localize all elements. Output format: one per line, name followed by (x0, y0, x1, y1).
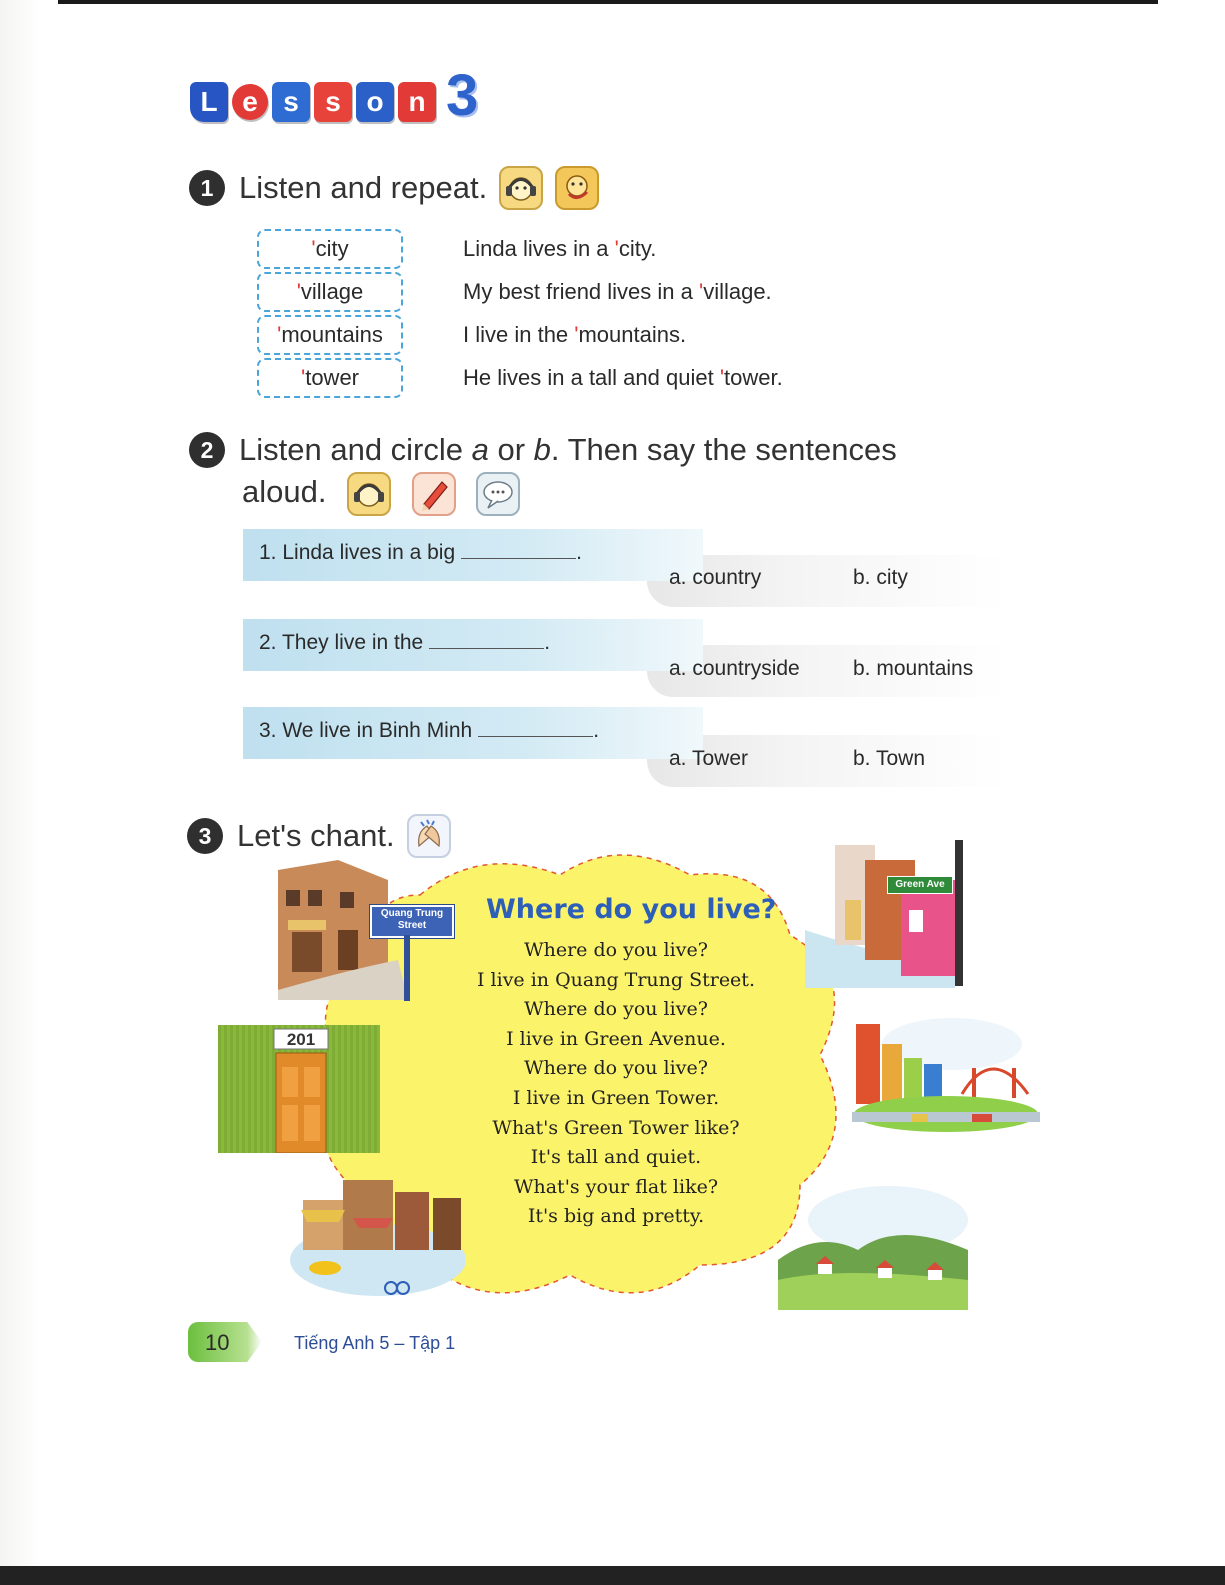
lesson-letter-tile: s (314, 82, 352, 122)
question-band (243, 707, 703, 759)
chant-line: Where do you live? (524, 998, 708, 1021)
section-title: Listen and repeat. (239, 170, 488, 205)
lesson-letter-tile: e (232, 84, 268, 120)
chant-line: It's tall and quiet. (530, 1146, 702, 1169)
question-band (243, 529, 703, 581)
option-a[interactable]: a. countryside (669, 657, 800, 680)
option-b[interactable]: b. Town (853, 747, 925, 770)
street-sign-quang-trung (370, 905, 450, 1001)
section-number: 3 (187, 818, 223, 854)
question-end: . (544, 631, 551, 654)
chant-line: Where do you live? (524, 1057, 708, 1080)
door-illustration (218, 1025, 380, 1153)
stress-mark: ' (614, 236, 619, 261)
question-end: . (593, 719, 600, 742)
chant-line: What's Green Tower like? (492, 1116, 740, 1139)
lesson-number: 3 (446, 63, 479, 128)
sentence-word: mountains. (578, 322, 687, 347)
stress-mark: ' (301, 365, 306, 390)
street-sign-label: Green Ave (887, 876, 953, 894)
title-part: Listen and circle (239, 432, 472, 467)
question-stem: 3. We live in Binh Minh (259, 719, 473, 742)
section-title: Let's chant. (237, 818, 395, 853)
lesson-letter-tile: o (356, 82, 394, 122)
option-a[interactable]: a. country (669, 566, 762, 589)
title-option-a: a (471, 432, 489, 467)
vocab-word-box (257, 315, 403, 355)
vocab-sentence (463, 236, 656, 262)
section-2-header (189, 432, 897, 468)
page-edge-right (1158, 0, 1225, 1585)
title-option-b: b (533, 432, 551, 467)
repeat-icon (555, 166, 599, 210)
vocab-sentence (463, 322, 686, 348)
chant-line: I live in Green Tower. (512, 1086, 720, 1109)
headphones-icon (347, 472, 391, 516)
green-avenue-building-illustration (805, 840, 977, 988)
vocab-word-box (257, 358, 403, 398)
lesson-letter-tile: s (272, 82, 310, 122)
question-text (259, 541, 582, 565)
sign-pole (404, 935, 410, 1001)
page-edge-left (0, 0, 58, 1585)
vocab-sentence (463, 365, 783, 391)
title-part: . Then say the sentences (550, 432, 897, 467)
question-end: . (576, 541, 582, 564)
sentence-word: village. (703, 279, 772, 304)
countryside-illustration (778, 1180, 968, 1310)
stress-mark: ' (296, 279, 301, 304)
sentence-text: He lives in a tall and quiet (463, 365, 720, 390)
vocab-word: mountains (281, 322, 383, 347)
chant-line: Where do you live? (524, 939, 708, 961)
section-number: 1 (189, 170, 225, 206)
question-text (259, 631, 550, 655)
chant-title: Where do you live? (486, 894, 777, 925)
vocab-word: tower (305, 365, 359, 390)
section-number: 2 (189, 432, 225, 468)
street-sign-label: Quang Trung Street (370, 905, 454, 938)
vocab-word-box (257, 229, 403, 269)
headphones-icon (499, 166, 543, 210)
sentence-word: tower. (724, 365, 783, 390)
question-stem: 1. Linda lives in a big (259, 541, 456, 564)
stress-mark: ' (277, 322, 282, 347)
vocab-word: village (300, 279, 364, 304)
lesson-letter-tile: n (398, 82, 436, 122)
answer-blank (461, 544, 576, 559)
vocab-sentence (463, 279, 772, 305)
page-number: 10 (205, 1330, 230, 1355)
chant-lines (440, 936, 792, 1232)
question-text (259, 719, 599, 743)
title-part: aloud. (242, 474, 327, 510)
sentence-text: My best friend lives in a (463, 279, 699, 304)
shopping-street-illustration (283, 1170, 465, 1300)
vocab-word-box (257, 272, 403, 312)
chant-line: It's big and pretty. (527, 1205, 705, 1228)
sentence-text: I live in the (463, 322, 575, 347)
pencil-icon (412, 472, 456, 516)
chant-line: What's your flat like? (513, 1175, 719, 1198)
question-band (243, 619, 703, 671)
stress-mark: ' (719, 365, 725, 390)
answer-blank (429, 634, 544, 649)
section-title (239, 432, 897, 468)
sentence-word: city. (618, 236, 657, 261)
section-2-header-line2 (242, 472, 520, 516)
sentence-text: Linda lives in a (463, 236, 615, 261)
chant-line: I live in Green Avenue. (506, 1027, 726, 1050)
book-title: Tiếng Anh 5 – Tập 1 (294, 1333, 456, 1353)
city-bridge-illustration (852, 1014, 1040, 1136)
option-b[interactable]: b. city (853, 566, 908, 589)
stress-mark: ' (698, 279, 704, 304)
speech-bubble-icon (476, 472, 520, 516)
stress-mark: ' (574, 322, 579, 347)
scan-bottom-border (0, 1566, 1225, 1585)
lesson-letter-tile: L (190, 82, 228, 122)
chant-line: I live in Quang Trung Street. (477, 968, 755, 991)
door-number: 201 (286, 1030, 316, 1049)
lesson-title (190, 63, 479, 128)
title-part: or (488, 432, 534, 467)
option-b[interactable]: b. mountains (853, 657, 974, 680)
option-a[interactable]: a. Tower (669, 747, 748, 770)
stress-mark: ' (311, 236, 316, 261)
vocab-word: city (315, 236, 349, 261)
question-stem: 2. They live in the (259, 631, 424, 654)
answer-blank (478, 722, 593, 737)
section-1-header (189, 166, 599, 210)
